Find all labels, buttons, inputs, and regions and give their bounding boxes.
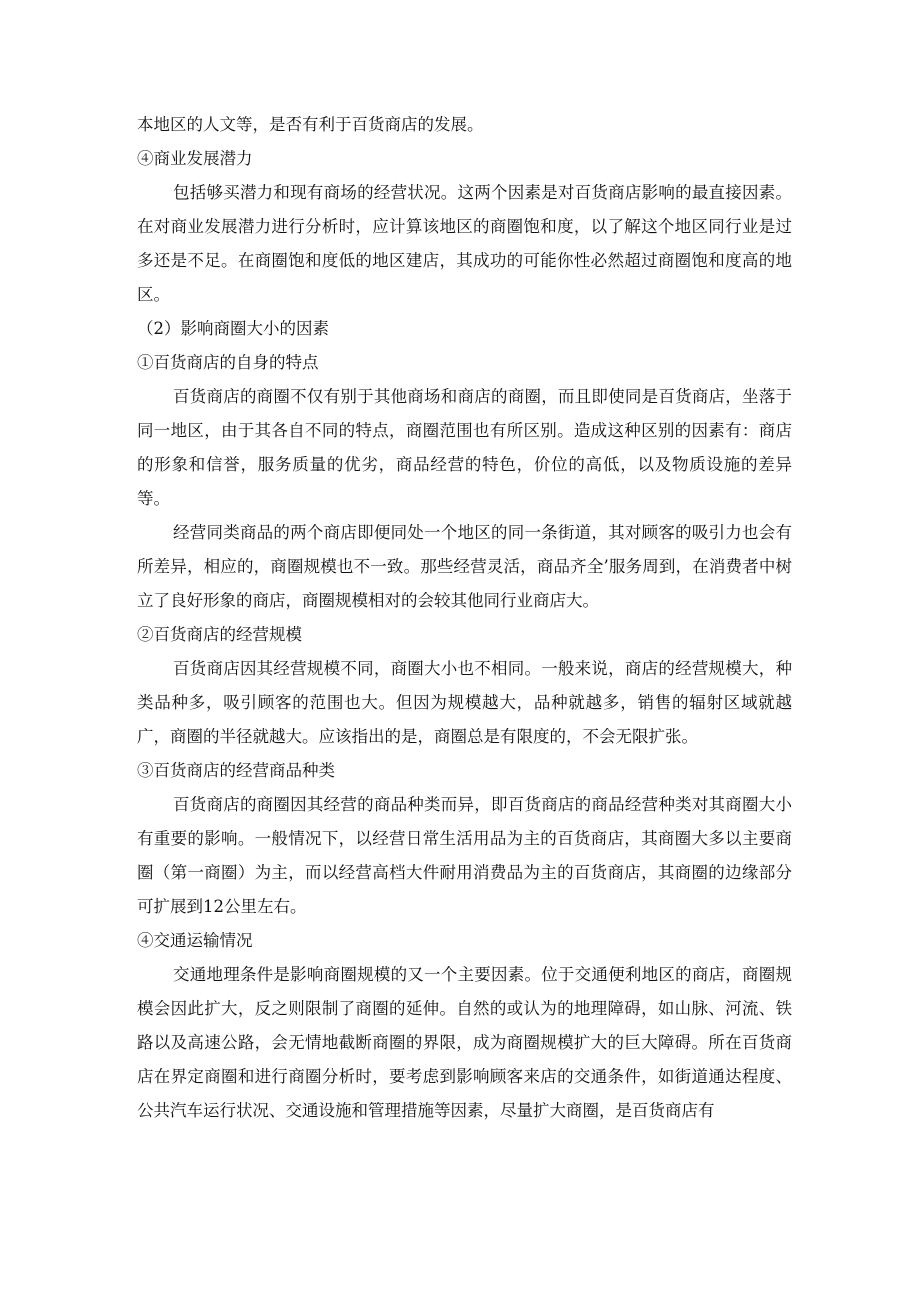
subheading-operating-scale: ②百货商店的经营规模 — [137, 625, 302, 644]
document-body — [137, 108, 792, 1128]
paragraph-store-characteristics: 百货商店的商圈不仅有别于其他商场和商店的商圈，而且即使同是百货商店，坐落于同一地区，由于其各自不同的特点，商圈范围也有所区别。造成这种区别的因素有：商店的形象和信誉，服务质量的优劣，商品经营的特色，价位的高低，以及物质设施的差异等。 — [137, 387, 792, 508]
paragraph-operating-scale: 百货商店因其经营规模不同，商圈大小也不相同。一般来说，商店的经营规模大，种类品种多，吸引顾客的范围也大。但因为规模越大，品种就越多，销售的辐射区域就越广，商圈的半径就越大。应该指出的是，商圈总是有限度的，不会无限扩张。 — [137, 659, 792, 746]
paragraph-continuation: 本地区的人文等，是否有利于百货商店的发展。 — [137, 115, 484, 134]
paragraph-goods-categories: 百货商店的商圈因其经营的商品种类而异，即百货商店的商品经营种类对其商圈大小有重要的影响。一般情况下，以经营日常生活用品为主的百货商店，其商圈大多以主要商圈（第一商圈）为主，而以经营高档大件耐用消费品为主的百货商店，其商圈的边缘部分可扩展到12公里左右。 — [137, 795, 792, 916]
paragraph-same-goods-stores: 经营同类商品的两个商店即便同处一个地区的同一条街道，其对顾客的吸引力也会有所差异，相应的，商圈规模也不一致。那些经营灵活，商品齐全’服务周到，在消费者中树立了良好形象的商店，商圈规模相对的会较其他同行业商店大。 — [137, 523, 792, 610]
subheading-business-potential: ④商业发展潜力 — [137, 149, 253, 168]
subheading-store-characteristics: ①百货商店的自身的特点 — [137, 353, 319, 372]
section-heading-trade-area-factors: （2）影响商圈大小的因素 — [137, 319, 329, 338]
subheading-goods-categories: ③百货商店的经营商品种类 — [137, 761, 335, 780]
paragraph-business-potential: 包括够买潜力和现有商场的经营状况。这两个因素是对百货商店影响的最直接因素。在对商业发展潜力进行分析时，应计算该地区的商圈饱和度，以了解这个地区同行业是过多还是不足。在商圈饱和度低的地区建店，其成功的可能你性必然超过商圈饱和度高的地区。 — [137, 183, 792, 304]
paragraph-transportation: 交通地理条件是影响商圈规模的又一个主要因素。位于交通便利地区的商店，商圈规模会因此扩大，反之则限制了商圈的延伸。自然的或认为的地理障碍，如山脉、河流、铁路以及高速公路，会无情地截断商圈的界限，成为商圈规模扩大的巨大障碍。所在百货商店在界定商圈和进行商圈分析时，要考虑到影响顾客来店的交通条件，如街道通达程度、公共汽车运行状况、交通设施和管理措施等因素，尽量扩大商圈，是百货商店有 — [137, 965, 792, 1120]
subheading-transportation: ④交通运输情况 — [137, 931, 253, 950]
